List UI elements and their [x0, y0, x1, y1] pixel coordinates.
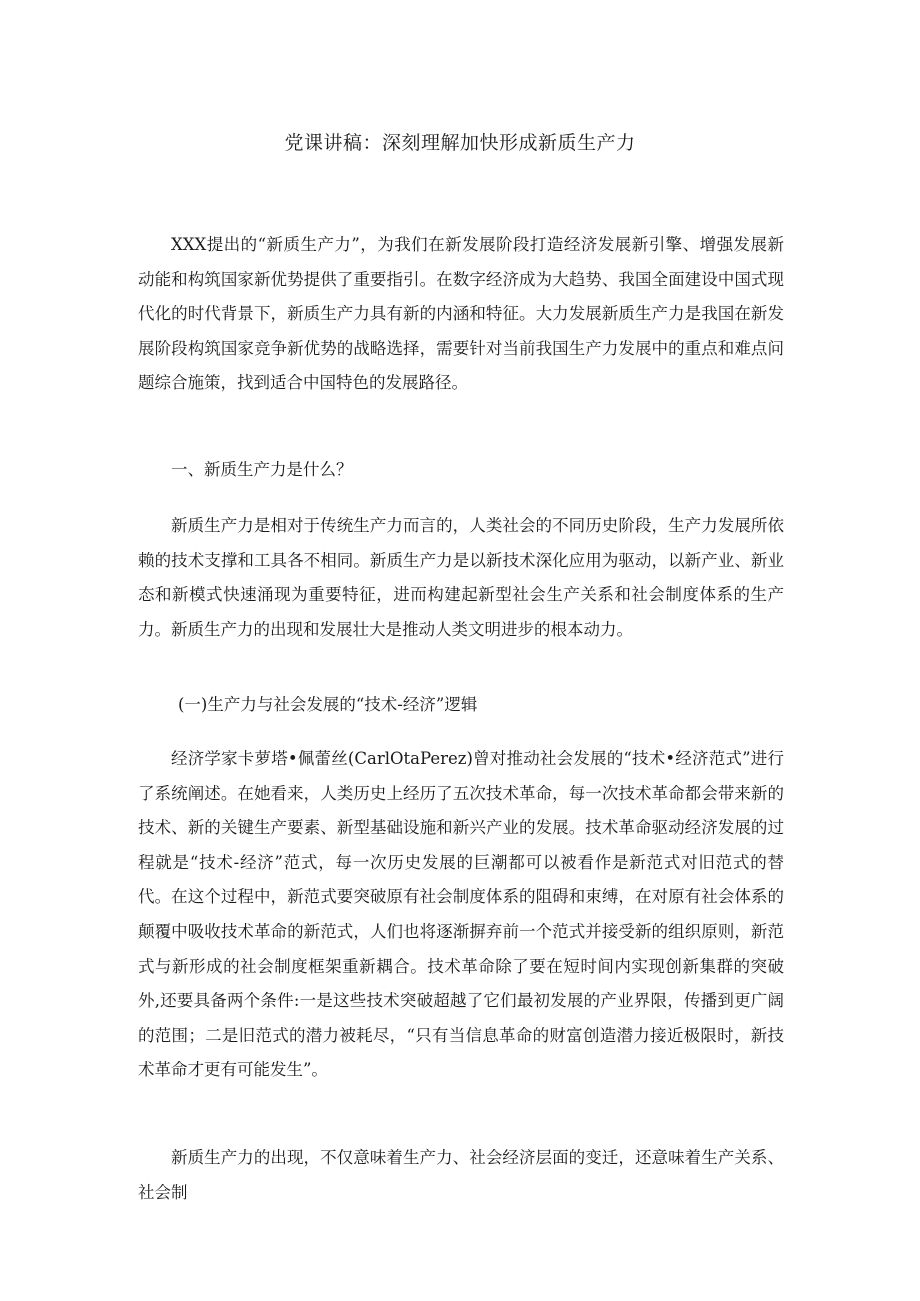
subsection1-paragraph: 经济学家卡萝塔•佩蕾丝(CarlOtaPerez)曾对推动社会发展的“技术•经济范式”进行了系统阐述。在她看来，人类历史上经历了五次技术革命，每一次技术革命都会带来新的技术、新的关键生产要素、新型基础设施和新兴产业的发展。技术革命驱动经济发展的过程就是“技术-经济”范式，每一次历史发展的巨潮都可以被看作是新范式对旧范式的替代。在这个过程中，新范式要突破原有社会制度体系的阻碍和束缚，在对原有社会体系的颠覆中吸收技术革命的新范式，人们也将逐渐摒弃前一个范式并接受新的组织原则，新范式与新形成的社会制度框架重新耦合。技术革命除了要在短时间内实现创新集群的突破外,还要具备两个条件:一是这些技术突破超越了它们最初发展的产业界限，传播到更广阔的范围；二是旧范式的潜力被耗尽，“只有当信息革命的财富创造潜力接近极限时，新技术革命才更有可能发生”。 [138, 749, 784, 1080]
closing-paragraph-fragment: 新质生产力的出现，不仅意味着生产力、社会经济层面的变迁，还意味着生产关系、社会制 [138, 1148, 784, 1202]
subsection-heading-tech-economy: (一)生产力与社会发展的“技术-经济”逻辑 [178, 695, 478, 714]
section-heading-what-is: 一、新质生产力是什么？ [171, 460, 353, 479]
document-title: 党课讲稿：深刻理解加快形成新质生产力 [284, 132, 636, 154]
intro-paragraph: XXX提出的“新质生产力”，为我们在新发展阶段打造经济发展新引擎、增强发展新动能和构筑国家新优势提供了重要指引。在数字经济成为大趋势、我国全面建设中国式现代化的时代背景下，新质生产力具有新的内涵和特征。大力发展新质生产力是我国在新发展阶段构筑国家竞争新优势的战略选择，需要针对当前我国生产力发展中的重点和难点问题综合施策，找到适合中国特色的发展路径。 [138, 235, 784, 393]
section1-paragraph: 新质生产力是相对于传统生产力而言的，人类社会的不同历史阶段，生产力发展所依赖的技术支撑和工具各不相同。新质生产力是以新技术深化应用为驱动，以新产业、新业态和新模式快速涌现为重要特征，进而构建起新型社会生产关系和社会制度体系的生产力。新质生产力的出现和发展壮大是推动人类文明进步的根本动力。 [138, 516, 784, 639]
